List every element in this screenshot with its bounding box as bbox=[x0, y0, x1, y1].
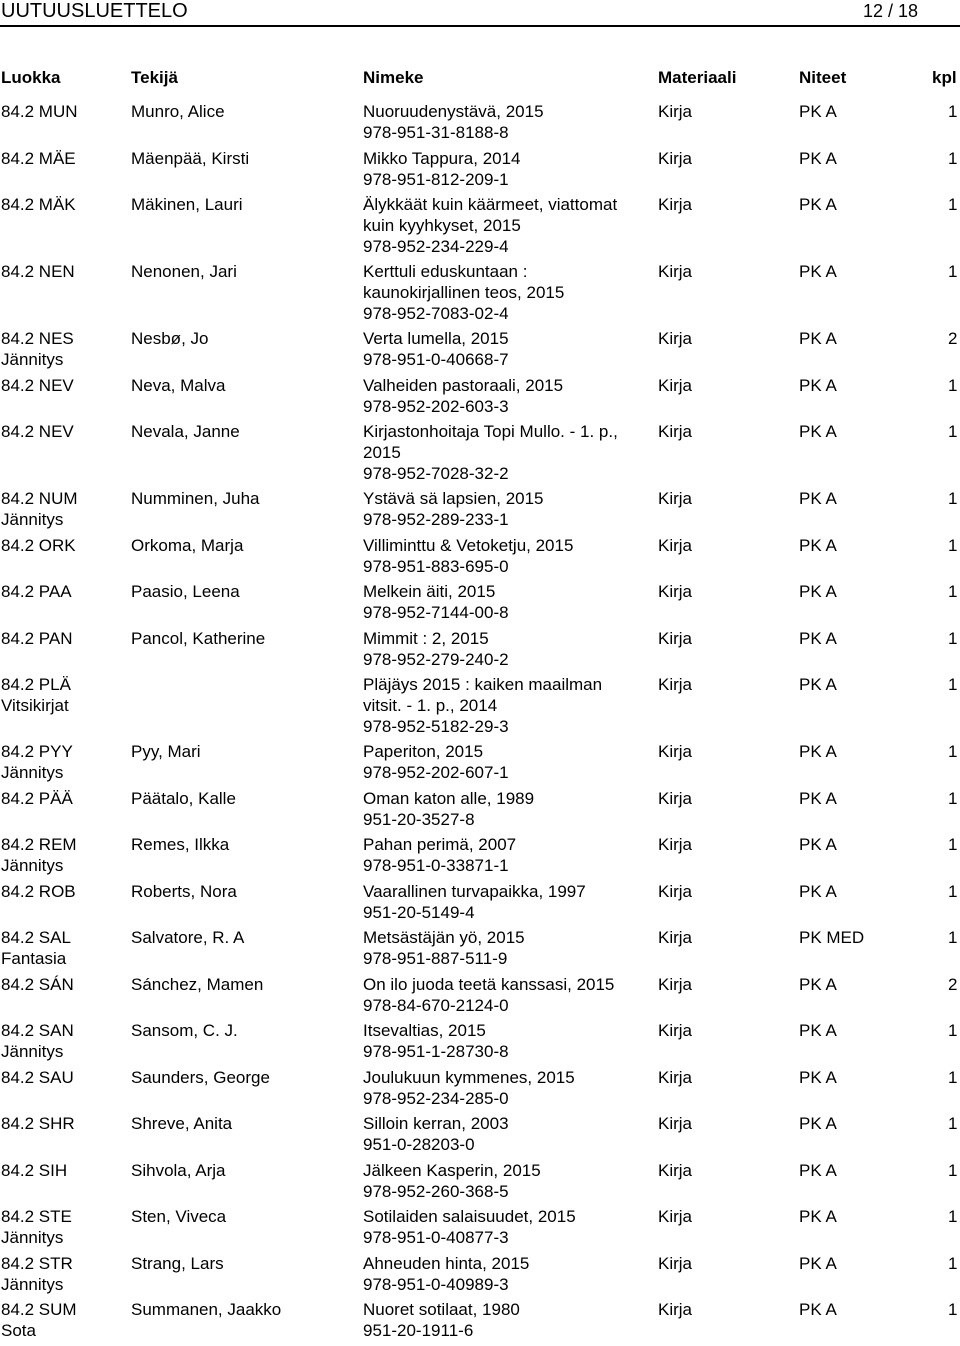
title-cell bbox=[363, 628, 653, 670]
title-cell-line: Ahneuden hinta, 2015 bbox=[363, 1253, 530, 1273]
title-cell-line: 978-951-887-511-9 bbox=[363, 949, 508, 969]
qty-cell: 1 bbox=[948, 262, 958, 282]
author-cell: Sten, Viveca bbox=[131, 1207, 227, 1227]
material-cell: Kirja bbox=[658, 422, 693, 442]
title-cell-line: 951-20-3527-8 bbox=[363, 809, 475, 829]
title-cell-line: Verta lumella, 2015 bbox=[363, 329, 509, 349]
table-row bbox=[0, 741, 960, 788]
title-cell-line: kuin kyyhkyset, 2015 bbox=[363, 216, 521, 235]
class-cell-line: Jännitys bbox=[1, 856, 64, 876]
author-cell: Strang, Lars bbox=[131, 1253, 224, 1273]
material-cell: Kirja bbox=[658, 1253, 693, 1273]
table-row bbox=[0, 535, 960, 582]
class-cell bbox=[1, 628, 126, 649]
class-cell-line: Jännitys bbox=[1, 763, 64, 783]
title-cell bbox=[363, 1253, 653, 1295]
title-cell-line: Mikko Tappura, 2014 bbox=[363, 148, 521, 168]
notes-cell: PK A bbox=[799, 675, 837, 695]
title-cell-line: 978-951-0-33871-1 bbox=[363, 856, 509, 876]
class-cell-line: Fantasia bbox=[1, 949, 67, 969]
author-cell: Mäkinen, Lauri bbox=[131, 195, 243, 214]
title-cell-line: Villiminttu & Vetoketju, 2015 bbox=[363, 535, 574, 555]
class-cell-line: 84.2 SAL bbox=[1, 928, 71, 948]
class-cell bbox=[1, 488, 126, 530]
class-cell-line: 84.2 REM bbox=[1, 835, 77, 855]
material-cell: Kirja bbox=[658, 928, 693, 948]
notes-cell: PK A bbox=[799, 329, 837, 349]
table-row bbox=[0, 1206, 960, 1253]
title-cell bbox=[363, 674, 653, 737]
material-cell: Kirja bbox=[658, 974, 693, 994]
title-cell-line: kaunokirjallinen teos, 2015 bbox=[363, 283, 565, 303]
class-cell-line: 84.2 SÁN bbox=[1, 974, 74, 994]
material-cell: Kirja bbox=[658, 1114, 693, 1134]
qty-cell: 1 bbox=[948, 1160, 958, 1180]
material-cell: Kirja bbox=[658, 102, 693, 121]
title-cell-line: 951-20-1911-6 bbox=[363, 1321, 474, 1341]
catalogue-table bbox=[0, 101, 960, 1346]
title-cell-line: 978-951-0-40877-3 bbox=[363, 1228, 509, 1248]
material-cell: Kirja bbox=[658, 1021, 693, 1041]
notes-cell: PK A bbox=[799, 535, 837, 555]
table-row bbox=[0, 1160, 960, 1207]
author-cell: Neva, Malva bbox=[131, 375, 226, 395]
class-cell-line: Jännitys bbox=[1, 1042, 64, 1062]
title-cell-line: On ilo juoda teetä kanssasi, 2015 bbox=[363, 974, 615, 994]
title-cell-line: Pahan perimä, 2007 bbox=[363, 835, 517, 855]
class-cell bbox=[1, 674, 126, 716]
table-row bbox=[0, 927, 960, 974]
qty-cell: 1 bbox=[948, 881, 958, 901]
column-header-material: Materiaali bbox=[658, 68, 737, 87]
class-cell bbox=[1, 148, 126, 169]
qty-cell: 1 bbox=[948, 628, 958, 648]
qty-cell: 1 bbox=[948, 1114, 958, 1134]
author-cell: Shreve, Anita bbox=[131, 1114, 233, 1134]
title-cell bbox=[363, 1160, 653, 1202]
title-cell-line: Itsevaltias, 2015 bbox=[363, 1021, 486, 1041]
class-cell-line: Jännitys bbox=[1, 1228, 64, 1248]
class-cell bbox=[1, 788, 126, 809]
title-cell-line: 978-952-7028-32-2 bbox=[363, 464, 509, 484]
material-cell: Kirja bbox=[658, 881, 693, 901]
qty-cell: 1 bbox=[948, 102, 958, 121]
title-cell-line: 978-84-670-2124-0 bbox=[363, 995, 509, 1015]
class-cell-line: 84.2 PYY bbox=[1, 742, 73, 762]
title-cell-line: 978-952-279-240-2 bbox=[363, 649, 509, 669]
qty-cell: 1 bbox=[948, 489, 958, 509]
material-cell: Kirja bbox=[658, 582, 693, 602]
title-cell-line: 978-952-7083-02-4 bbox=[363, 304, 509, 324]
qty-cell: 2 bbox=[948, 974, 958, 994]
qty-cell: 1 bbox=[948, 195, 958, 214]
notes-cell: PK A bbox=[799, 489, 837, 509]
qty-cell: 1 bbox=[948, 582, 958, 602]
title-cell-line: Ystävä sä lapsien, 2015 bbox=[363, 489, 544, 509]
notes-cell: PK A bbox=[799, 375, 837, 395]
qty-cell: 1 bbox=[948, 535, 958, 555]
title-cell-line: 978-951-1-28730-8 bbox=[363, 1042, 509, 1062]
notes-cell: PK A bbox=[799, 195, 837, 214]
notes-cell: PK A bbox=[799, 628, 837, 648]
class-cell-line: Jännitys bbox=[1, 350, 64, 370]
author-cell: Salvatore, R. A bbox=[131, 928, 245, 948]
table-row bbox=[0, 581, 960, 628]
class-cell bbox=[1, 101, 126, 122]
title-cell bbox=[363, 194, 653, 257]
table-row bbox=[0, 488, 960, 535]
table-row bbox=[0, 1067, 960, 1114]
title-cell-line: 951-20-5149-4 bbox=[363, 902, 475, 922]
class-cell bbox=[1, 1299, 126, 1341]
table-row bbox=[0, 834, 960, 881]
class-cell bbox=[1, 535, 126, 556]
author-cell: Orkoma, Marja bbox=[131, 535, 244, 555]
class-cell bbox=[1, 1067, 126, 1088]
qty-cell: 1 bbox=[948, 1207, 958, 1227]
material-cell: Kirja bbox=[658, 742, 693, 762]
title-cell-line: 951-0-28203-0 bbox=[363, 1135, 475, 1155]
class-cell-line: 84.2 MÄK bbox=[1, 195, 76, 214]
title-cell-line: Vaarallinen turvapaikka, 1997 bbox=[363, 881, 586, 901]
qty-cell: 1 bbox=[948, 788, 958, 808]
class-cell-line: 84.2 PAA bbox=[1, 582, 72, 602]
notes-cell: PK A bbox=[799, 1114, 837, 1134]
author-cell: Sihvola, Arja bbox=[131, 1160, 226, 1180]
title-cell-line: Nuoruudenystävä, 2015 bbox=[363, 102, 544, 121]
class-cell bbox=[1, 328, 126, 370]
notes-cell: PK A bbox=[799, 835, 837, 855]
author-cell: Summanen, Jaakko bbox=[131, 1300, 282, 1320]
table-row bbox=[0, 194, 960, 261]
notes-cell: PK A bbox=[799, 422, 837, 442]
title-cell bbox=[363, 488, 653, 530]
material-cell: Kirja bbox=[658, 535, 693, 555]
qty-cell: 1 bbox=[948, 1021, 958, 1041]
material-cell: Kirja bbox=[658, 675, 693, 695]
material-cell: Kirja bbox=[658, 835, 693, 855]
qty-cell: 1 bbox=[948, 835, 958, 855]
author-cell: Nevala, Janne bbox=[131, 422, 240, 442]
class-cell-line: 84.2 PÄÄ bbox=[1, 788, 73, 808]
title-cell-line: Silloin kerran, 2003 bbox=[363, 1114, 509, 1134]
title-cell-line: Sotilaiden salaisuudet, 2015 bbox=[363, 1207, 576, 1227]
title-cell-line: Jälkeen Kasperin, 2015 bbox=[363, 1160, 541, 1180]
title-cell-line: Mimmit : 2, 2015 bbox=[363, 628, 489, 648]
table-row bbox=[0, 628, 960, 675]
title-cell-line: Melkein äiti, 2015 bbox=[363, 582, 496, 602]
qty-cell: 1 bbox=[948, 1300, 958, 1320]
title-cell bbox=[363, 974, 653, 1016]
title-cell-line: 978-951-31-8188-8 bbox=[363, 123, 509, 142]
material-cell: Kirja bbox=[658, 329, 693, 349]
title-cell bbox=[363, 881, 653, 923]
class-cell bbox=[1, 927, 126, 969]
author-cell: Päätalo, Kalle bbox=[131, 788, 236, 808]
title-cell-line: 978-952-234-285-0 bbox=[363, 1088, 509, 1108]
notes-cell: PK A bbox=[799, 582, 837, 602]
material-cell: Kirja bbox=[658, 1160, 693, 1180]
notes-cell: PK A bbox=[799, 102, 837, 121]
title-cell bbox=[363, 101, 653, 143]
material-cell: Kirja bbox=[658, 148, 693, 168]
class-cell-line: 84.2 NUM bbox=[1, 489, 78, 509]
author-cell: Paasio, Leena bbox=[131, 582, 240, 602]
title-cell bbox=[363, 1067, 653, 1109]
class-cell-line: 84.2 SUM bbox=[1, 1300, 77, 1320]
class-cell-line: 84.2 PAN bbox=[1, 628, 73, 648]
material-cell: Kirja bbox=[658, 195, 693, 214]
class-cell bbox=[1, 1206, 126, 1248]
title-cell-line: 978-952-202-603-3 bbox=[363, 396, 509, 416]
title-cell bbox=[363, 1206, 653, 1248]
title-cell-line: Valheiden pastoraali, 2015 bbox=[363, 375, 564, 395]
material-cell: Kirja bbox=[658, 375, 693, 395]
class-cell-line: 84.2 STR bbox=[1, 1253, 73, 1273]
table-row bbox=[0, 1299, 960, 1346]
column-header-title: Nimeke bbox=[363, 68, 424, 87]
title-cell bbox=[363, 148, 653, 190]
class-cell bbox=[1, 834, 126, 876]
notes-cell: PK A bbox=[799, 788, 837, 808]
material-cell: Kirja bbox=[658, 628, 693, 648]
table-row bbox=[0, 148, 960, 195]
title-cell-line: 978-951-883-695-0 bbox=[363, 556, 509, 576]
qty-cell: 1 bbox=[948, 148, 958, 168]
title-cell-line: 978-952-234-229-4 bbox=[363, 237, 509, 256]
class-cell-line: 84.2 NEV bbox=[1, 422, 74, 442]
title-cell-line: 2015 bbox=[363, 443, 401, 463]
title-cell-line: 978-952-202-607-1 bbox=[363, 763, 509, 783]
class-cell-line: 84.2 MUN bbox=[1, 102, 78, 121]
title-cell-line: Nuoret sotilaat, 1980 bbox=[363, 1300, 520, 1320]
notes-cell: PK A bbox=[799, 1067, 837, 1087]
table-row bbox=[0, 674, 960, 741]
title-cell bbox=[363, 788, 653, 830]
title-cell bbox=[363, 421, 653, 484]
class-cell-line: 84.2 SAN bbox=[1, 1021, 74, 1041]
class-cell-line: 84.2 STE bbox=[1, 1207, 72, 1227]
notes-cell: PK A bbox=[799, 974, 837, 994]
notes-cell: PK MED bbox=[799, 928, 865, 948]
class-cell bbox=[1, 1253, 126, 1295]
material-cell: Kirja bbox=[658, 262, 693, 282]
title-cell bbox=[363, 1113, 653, 1155]
table-row bbox=[0, 881, 960, 928]
material-cell: Kirja bbox=[658, 489, 693, 509]
class-cell-line: Jännitys bbox=[1, 510, 64, 530]
author-cell: Mäenpää, Kirsti bbox=[131, 148, 250, 168]
title-cell bbox=[363, 328, 653, 370]
title-cell-line: 978-951-0-40668-7 bbox=[363, 350, 509, 370]
author-cell: Saunders, George bbox=[131, 1067, 270, 1087]
table-row bbox=[0, 1253, 960, 1300]
class-cell bbox=[1, 194, 126, 215]
class-cell bbox=[1, 1113, 126, 1134]
notes-cell: PK A bbox=[799, 148, 837, 168]
qty-cell: 1 bbox=[948, 928, 958, 948]
title-cell bbox=[363, 834, 653, 876]
notes-cell: PK A bbox=[799, 1300, 837, 1320]
qty-cell: 1 bbox=[948, 375, 958, 395]
title-cell-line: 978-951-0-40989-3 bbox=[363, 1274, 509, 1294]
author-cell: Pancol, Katherine bbox=[131, 628, 266, 648]
qty-cell: 1 bbox=[948, 675, 958, 695]
title-cell-line: vitsit. - 1. p., 2014 bbox=[363, 696, 498, 716]
table-row bbox=[0, 1113, 960, 1160]
title-cell bbox=[363, 927, 653, 969]
title-cell-line: 978-952-5182-29-3 bbox=[363, 717, 509, 737]
qty-cell: 2 bbox=[948, 329, 958, 349]
class-cell bbox=[1, 974, 126, 995]
table-row bbox=[0, 1020, 960, 1067]
qty-cell: 1 bbox=[948, 422, 958, 442]
qty-cell: 1 bbox=[948, 742, 958, 762]
class-cell-line: 84.2 NEN bbox=[1, 262, 75, 282]
table-header bbox=[0, 68, 960, 88]
class-cell bbox=[1, 375, 126, 396]
title-cell-line: 978-952-289-233-1 bbox=[363, 510, 509, 530]
class-cell bbox=[1, 261, 126, 282]
title-cell-line: Metsästäjän yö, 2015 bbox=[363, 928, 525, 948]
author-cell: Numminen, Juha bbox=[131, 489, 260, 509]
material-cell: Kirja bbox=[658, 788, 693, 808]
title-cell-line: 978-952-7144-00-8 bbox=[363, 603, 509, 623]
column-header-author: Tekijä bbox=[131, 68, 178, 87]
notes-cell: PK A bbox=[799, 881, 837, 901]
class-cell bbox=[1, 1020, 126, 1062]
material-cell: Kirja bbox=[658, 1067, 693, 1087]
author-cell: Sansom, C. J. bbox=[131, 1021, 238, 1041]
table-row bbox=[0, 101, 960, 148]
table-row bbox=[0, 328, 960, 375]
title-cell-line: Joulukuun kymmenes, 2015 bbox=[363, 1067, 575, 1087]
class-cell-line: 84.2 ROB bbox=[1, 881, 76, 901]
notes-cell: PK A bbox=[799, 262, 837, 282]
class-cell-line: 84.2 SIH bbox=[1, 1160, 68, 1180]
author-cell: Remes, Ilkka bbox=[131, 835, 230, 855]
document-title: UUTUUSLUETTELO bbox=[1, 0, 188, 22]
class-cell bbox=[1, 421, 126, 442]
author-cell: Nenonen, Jari bbox=[131, 262, 237, 282]
title-cell bbox=[363, 1020, 653, 1062]
title-cell bbox=[363, 375, 653, 417]
header-rule bbox=[0, 25, 960, 27]
class-cell bbox=[1, 881, 126, 902]
title-cell bbox=[363, 1299, 653, 1341]
title-cell-line: 978-952-260-368-5 bbox=[363, 1181, 509, 1201]
class-cell-line: Jännitys bbox=[1, 1274, 64, 1294]
notes-cell: PK A bbox=[799, 1207, 837, 1227]
class-cell-line: Vitsikirjat bbox=[1, 696, 69, 716]
class-cell-line: 84.2 SHR bbox=[1, 1114, 75, 1134]
material-cell: Kirja bbox=[658, 1300, 693, 1320]
title-cell-line: Paperiton, 2015 bbox=[363, 742, 484, 762]
column-header-notes: Niteet bbox=[799, 68, 847, 87]
author-cell: Pyy, Mari bbox=[131, 742, 201, 762]
qty-cell: 1 bbox=[948, 1067, 958, 1087]
page-number: 12 / 18 bbox=[862, 1, 918, 21]
notes-cell: PK A bbox=[799, 742, 837, 762]
class-cell-line: 84.2 NEV bbox=[1, 375, 74, 395]
class-cell-line: 84.2 SAU bbox=[1, 1067, 74, 1087]
qty-cell: 1 bbox=[948, 1253, 958, 1273]
class-cell-line: 84.2 ORK bbox=[1, 535, 76, 555]
page-header bbox=[0, 0, 960, 26]
class-cell-line: 84.2 PLÄ bbox=[1, 675, 71, 695]
table-row bbox=[0, 375, 960, 422]
title-cell bbox=[363, 261, 653, 324]
column-header-class: Luokka bbox=[1, 68, 61, 87]
title-cell-line: Kirjastonhoitaja Topi Mullo. - 1. p., bbox=[363, 422, 618, 442]
author-cell: Nesbø, Jo bbox=[131, 329, 209, 349]
class-cell bbox=[1, 581, 126, 602]
notes-cell: PK A bbox=[799, 1160, 837, 1180]
title-cell-line: Oman katon alle, 1989 bbox=[363, 788, 535, 808]
author-cell: Roberts, Nora bbox=[131, 881, 237, 901]
title-cell-line: Pläjäys 2015 : kaiken maailman bbox=[363, 675, 603, 695]
notes-cell: PK A bbox=[799, 1253, 837, 1273]
author-cell: Sánchez, Mamen bbox=[131, 974, 264, 994]
column-header-qty: kpl bbox=[932, 68, 957, 87]
title-cell bbox=[363, 741, 653, 783]
title-cell bbox=[363, 581, 653, 623]
notes-cell: PK A bbox=[799, 1021, 837, 1041]
material-cell: Kirja bbox=[658, 1207, 693, 1227]
table-row bbox=[0, 788, 960, 835]
class-cell-line: 84.2 MÄE bbox=[1, 148, 76, 168]
table-row bbox=[0, 261, 960, 328]
table-row bbox=[0, 974, 960, 1021]
title-cell-line: Älykkäät kuin käärmeet, viattomat bbox=[363, 195, 618, 214]
class-cell-line: Sota bbox=[1, 1321, 36, 1341]
title-cell-line: Kerttuli eduskuntaan : bbox=[363, 262, 528, 282]
author-cell: Munro, Alice bbox=[131, 102, 225, 121]
class-cell-line: 84.2 NES bbox=[1, 329, 74, 349]
table-row bbox=[0, 421, 960, 488]
title-cell bbox=[363, 535, 653, 577]
class-cell bbox=[1, 1160, 126, 1181]
title-cell-line: 978-951-812-209-1 bbox=[363, 169, 509, 189]
class-cell bbox=[1, 741, 126, 783]
